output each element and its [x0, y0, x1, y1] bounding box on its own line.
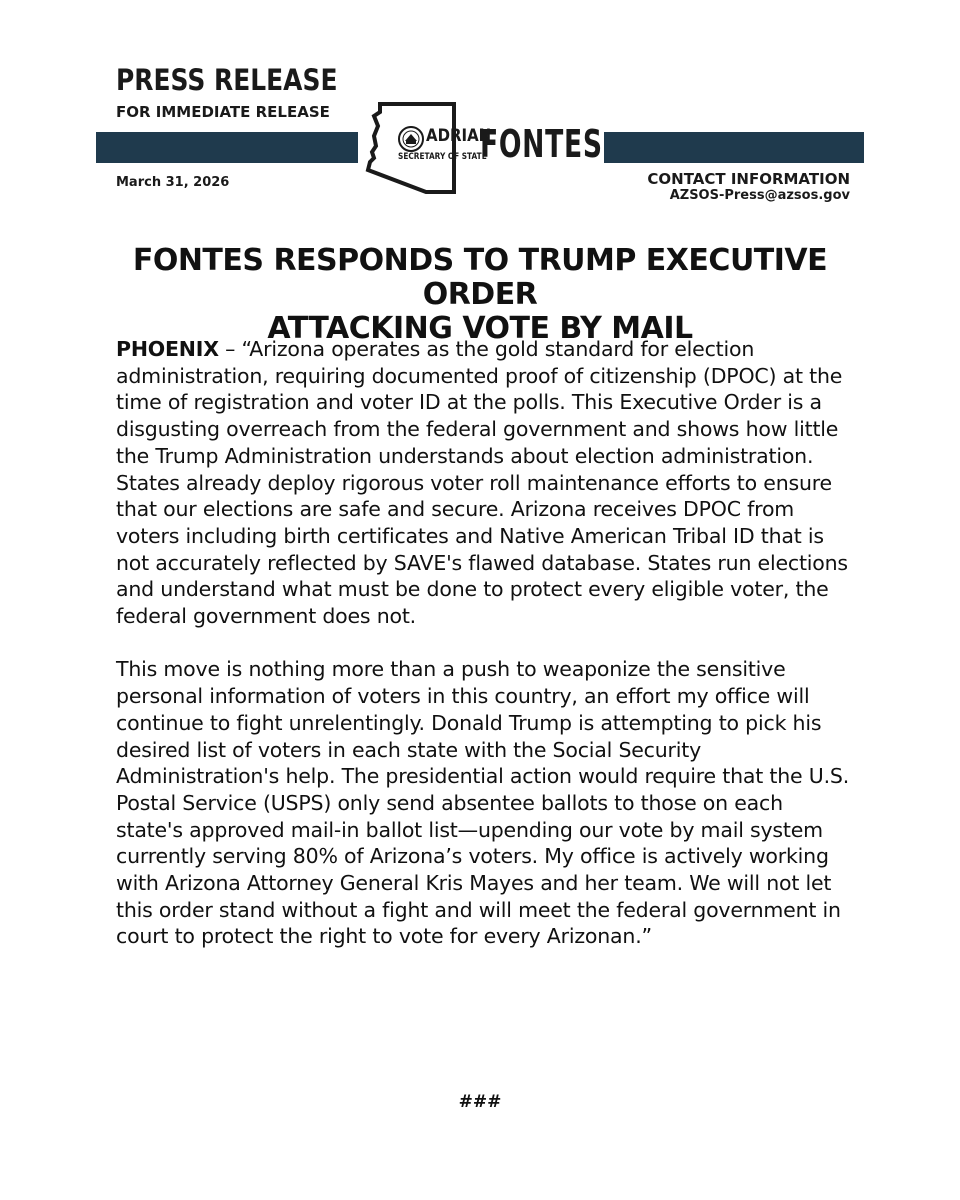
end-mark: ###: [458, 1092, 502, 1112]
logo-first-name: ADRIAN: [426, 126, 492, 146]
headline: [80, 244, 880, 346]
immediate-release-label: FOR IMMEDIATE RELEASE: [116, 103, 330, 121]
logo-office: SECRETARY OF STATE: [398, 152, 487, 162]
state-seal-icon: [398, 126, 424, 152]
press-release-title: PRESS RELEASE: [116, 63, 338, 97]
contact-heading: CONTACT INFORMATION: [647, 170, 850, 188]
header-band-right: [604, 132, 864, 163]
headline-line-2: ATTACKING VOTE BY MAIL: [267, 311, 693, 346]
paragraph-1-text: – “Arizona operates as the gold standard for election administration, requiring documented proof of citizenship (DPOC) at the time of registration and voter ID at the polls. This Executive Order is a disgusting overreach from the federal government and shows how little the Trump Administration understands about election administration. States already deploy rigorous voter roll maintenance efforts to ensure that our elections are safe and secure. Arizona receives DPOC from voters including birth certificates and Native American Tribal ID that is not accurately reflected by SAVE's flawed database. States run elections and understand what must be done to protect every eligible voter, the federal government does not.: [116, 337, 848, 629]
logo-last-name: FONTES: [480, 122, 603, 166]
release-date: March 31, 2026: [116, 175, 230, 190]
dateline: PHOENIX: [116, 337, 219, 361]
body-paragraph-2: This move is nothing more than a push to weaponize the sensitive personal information of voters in this country, an effort my office will continue to fight unrelentingly. Donald Trump is attempting to pick his desired list of voters in each state with the Social Security Administration's help. The presidential action would require that the U.S. Postal Service (USPS) only send absentee ballots to those on each state's approved mail-in ballot list—upending our vote by mail system currently serving 80% of Arizona’s voters. My office is actively working with Arizona Attorney General Kris Mayes and her team. We will not let this order stand without a fight and will meet the federal government in court to protect the right to vote for every Arizonan.”: [116, 657, 850, 949]
contact-email[interactable]: AZSOS-Press@azsos.gov: [669, 188, 850, 203]
headline-line-1: FONTES RESPONDS TO TRUMP EXECUTIVE ORDER: [132, 243, 828, 312]
header-band-left: [96, 132, 358, 163]
body-paragraph-1: [116, 336, 856, 630]
release-body: [116, 336, 856, 950]
